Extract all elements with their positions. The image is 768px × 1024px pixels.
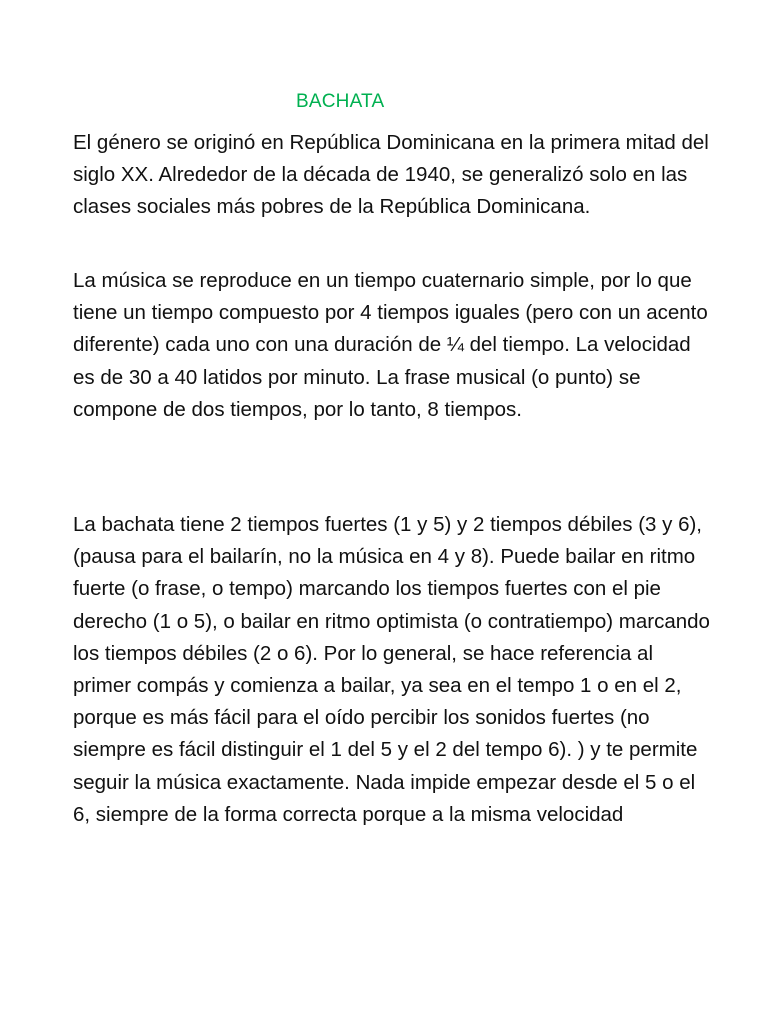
paragraph-beats: La bachata tiene 2 tiempos fuertes (1 y 5) y 2 tiempos débiles (3 y 6), (pausa para el bailarín, no la música en 4 y 8). Puede bailar en ritmo fuerte (o frase, o tempo) marcando los tiempos fuertes con el pie derecho (1 o 5), o bailar en ritmo optimista (o contratiempo) marcando los tiempos débiles (2 o 6). Por lo general, se hace referencia al primer compás y comienza a bailar, ya sea en el tempo 1 o en el 2, porque es más fácil para el oído percibir los sonidos fuertes (no siempre es fácil distinguir el 1 del 5 y el 2 del tempo 6). ) y te permite seguir la música exactamente. Nada impide empezar desde el 5 o el 6, siempre de la forma correcta porque a la misma velocidad [73, 513, 710, 826]
paragraph-rhythm: La música se reproduce en un tiempo cuaternario simple, por lo que tiene un tiempo compuesto por 4 tiempos iguales (pero con un acento diferente) cada uno con una duración de ¼ del tiempo. La velocidad es de 30 a 40 latidos por minuto. La frase musical (o punto) se compone de dos tiempos, por lo tanto, 8 tiempos. [73, 269, 708, 421]
document-title: BACHATA [296, 91, 385, 112]
paragraph-origin: El género se originó en República Dominicana en la primera mitad del siglo XX. Alrededor de la década de 1940, se generalizó solo en las clases sociales más pobres de la República Dominicana. [73, 131, 709, 219]
